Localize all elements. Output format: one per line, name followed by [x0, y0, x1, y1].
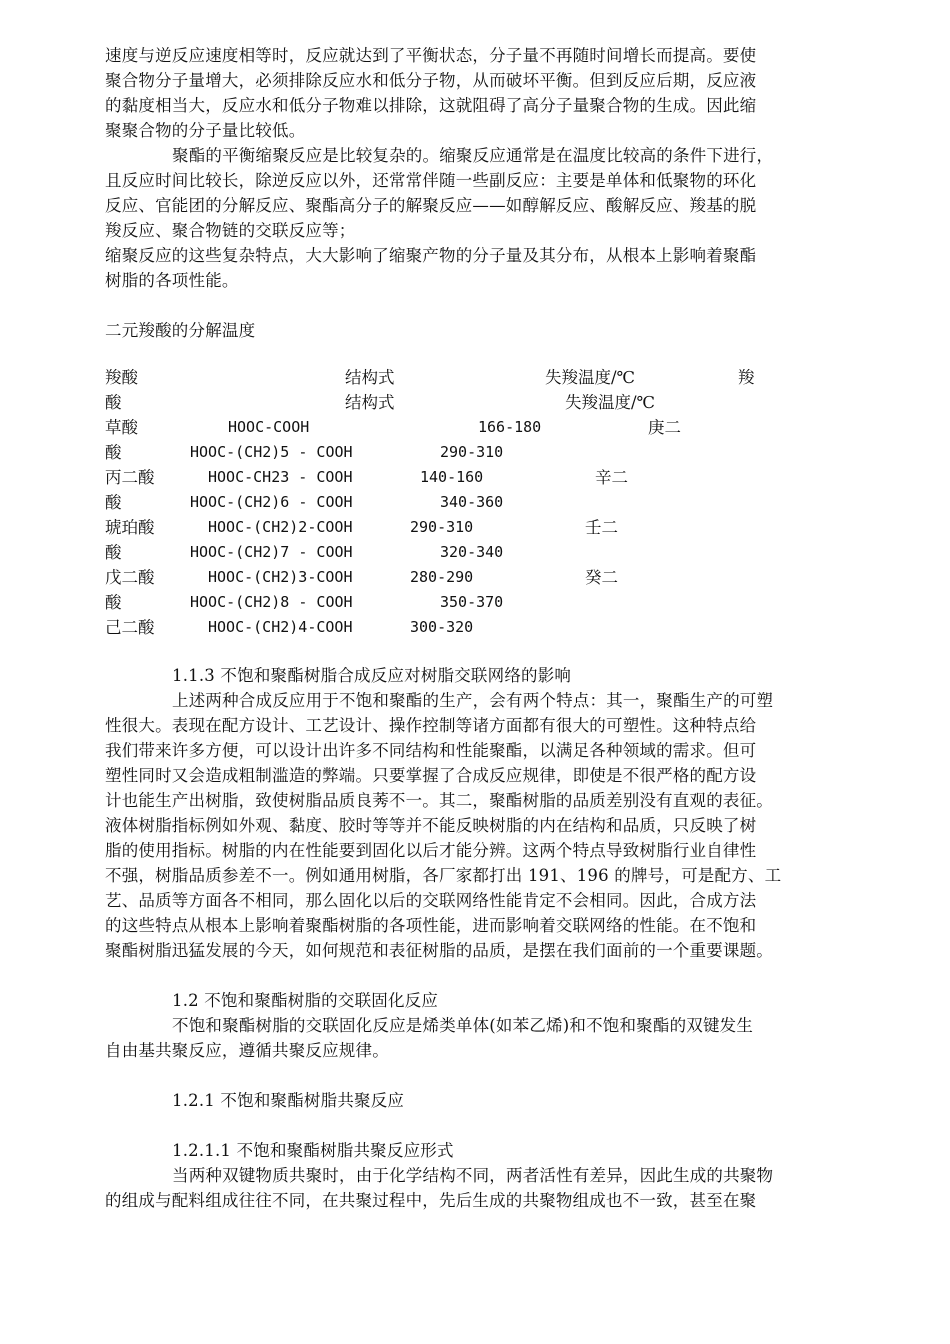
table-cell: 290-310	[440, 443, 504, 461]
table-cell: HOOC-(CH2)8 - COOH	[190, 593, 353, 611]
paragraph-line: 艺、品质等方面各不相同，那么固化以后的交联网络性能肯定不会相同。因此，合成方法	[105, 891, 757, 910]
table-cell: 羧酸	[105, 368, 138, 387]
paragraph-line: 塑性同时又会造成粗制滥造的弊端。只要掌握了合成反应规律，即使是不很严格的配方设	[105, 766, 757, 785]
table-cell: 琥珀酸	[105, 518, 155, 537]
paragraph-line: 不强，树脂品质参差不一。例如通用树脂，各厂家都打出 191、196 的牌号，可是配方、工	[105, 866, 782, 885]
table-cell: HOOC-(CH2)5 - COOH	[190, 443, 353, 461]
table-cell: HOOC-(CH2)2-COOH	[208, 518, 353, 536]
table-cell: 失羧温度/℃	[545, 368, 636, 387]
paragraph-line: 速度与逆反应速度相等时，反应就达到了平衡状态，分子量不再随时间增长而提高。要使	[105, 46, 757, 65]
table-cell: 丙二酸	[105, 468, 155, 487]
table-cell: 166-180	[478, 418, 542, 436]
table-cell: 140-160	[420, 468, 484, 486]
paragraph-line: 的组成与配料组成往往不同，在共聚过程中，先后生成的共聚物组成也不一致，甚至在聚	[105, 1191, 757, 1210]
paragraph-line: 羧反应、聚合物链的交联反应等；	[105, 221, 356, 240]
table-cell: 结构式	[345, 368, 395, 387]
table-cell: 草酸	[105, 418, 138, 437]
table-cell: 结构式	[345, 393, 395, 412]
table-cell: 羧	[738, 368, 755, 387]
section-heading: 1.2 不饱和聚酯树脂的交联固化反应	[172, 991, 439, 1010]
table-cell: 340-360	[440, 493, 504, 511]
table-cell: 酸	[105, 443, 122, 462]
table-cell: HOOC-COOH	[228, 418, 310, 436]
table-cell: 350-370	[440, 593, 504, 611]
table-cell: 酸	[105, 543, 122, 562]
table-cell: 己二酸	[105, 618, 155, 637]
paragraph-line: 缩聚反应的这些复杂特点，大大影响了缩聚产物的分子量及其分布，从根本上影响着聚酯	[105, 246, 757, 265]
table-cell: 辛二	[595, 468, 628, 487]
table-cell: 失羧温度/℃	[565, 393, 656, 412]
table-cell: HOOC-(CH2)3-COOH	[208, 568, 353, 586]
paragraph-line: 性很大。表现在配方设计、工艺设计、操作控制等诸方面都有很大的可塑性。这种特点给	[105, 716, 757, 735]
section-heading: 1.2.1.1 不饱和聚酯树脂共聚反应形式	[172, 1141, 454, 1160]
paragraph-line: 计也能生产出树脂，致使树脂品质良莠不一。其二，聚酯树脂的品质差别没有直观的表征。	[105, 791, 773, 810]
table-cell: 庚二	[648, 418, 681, 437]
section-heading: 1.1.3 不饱和聚酯树脂合成反应对树脂交联网络的影响	[172, 666, 572, 685]
paragraph-line: 脂的使用指标。树脂的内在性能要到固化以后才能分辨。这两个特点导致树脂行业自律性	[105, 841, 757, 860]
paragraph-line: 的黏度相当大，反应水和低分子物难以排除，这就阻碍了高分子量聚合物的生成。因此缩	[105, 96, 757, 115]
table-cell: 酸	[105, 493, 122, 512]
table-cell: 戊二酸	[105, 568, 155, 587]
paragraph-line: 自由基共聚反应，遵循共聚反应规律。	[105, 1041, 389, 1060]
table-cell: HOOC-CH23 - COOH	[208, 468, 353, 486]
table-cell: 280-290	[410, 568, 474, 586]
paragraph-line: 且反应时间比较长，除逆反应以外，还常常伴随一些副反应：主要是单体和低聚物的环化	[105, 171, 757, 190]
paragraph-line: 聚合物分子量增大，必须排除反应水和低分子物，从而破坏平衡。但到反应后期，反应液	[105, 71, 757, 90]
table-cell: HOOC-(CH2)6 - COOH	[190, 493, 353, 511]
table-cell: 320-340	[440, 543, 504, 561]
paragraph-line: 树脂的各项性能。	[105, 271, 239, 290]
paragraph-line: 聚酯树脂迅猛发展的今天，如何规范和表征树脂的品质，是摆在我们面前的一个重要课题。	[105, 941, 773, 960]
table-title: 二元羧酸的分解温度	[105, 321, 256, 340]
paragraph-line: 反应、官能团的分解反应、聚酯高分子的解聚反应——如醇解反应、酸解反应、羧基的脱	[105, 196, 757, 215]
paragraph-line: 液体树脂指标例如外观、黏度、胶时等等并不能反映树脂的内在结构和品质，只反映了树	[105, 816, 757, 835]
table-cell: 290-310	[410, 518, 474, 536]
paragraph-line: 聚酯的平衡缩聚反应是比较复杂的。缩聚反应通常是在温度比较高的条件下进行，	[172, 146, 774, 165]
paragraph-line: 的这些特点从根本上影响着聚酯树脂的各项性能，进而影响着交联网络的性能。在不饱和	[105, 916, 757, 935]
paragraph-line: 当两种双键物质共聚时，由于化学结构不同，两者活性有差异，因此生成的共聚物	[172, 1166, 774, 1185]
table-cell: 300-320	[410, 618, 474, 636]
table-cell: HOOC-(CH2)4-COOH	[208, 618, 353, 636]
paragraph-line: 不饱和聚酯树脂的交联固化反应是烯类单体(如苯乙烯)和不饱和聚酯的双键发生	[172, 1016, 754, 1035]
paragraph-line: 聚聚合物的分子量比较低。	[105, 121, 306, 140]
section-heading: 1.2.1 不饱和聚酯树脂共聚反应	[172, 1091, 405, 1110]
table-cell: HOOC-(CH2)7 - COOH	[190, 543, 353, 561]
table-cell: 壬二	[585, 518, 618, 537]
paragraph-line: 上述两种合成反应用于不饱和聚酯的生产，会有两个特点：其一，聚酯生产的可塑	[172, 691, 774, 710]
table-cell: 酸	[105, 393, 122, 412]
table-cell: 癸二	[585, 568, 618, 587]
paragraph-line: 我们带来许多方便，可以设计出许多不同结构和性能聚酯，以满足各种领域的需求。但可	[105, 741, 757, 760]
table-cell: 酸	[105, 593, 122, 612]
